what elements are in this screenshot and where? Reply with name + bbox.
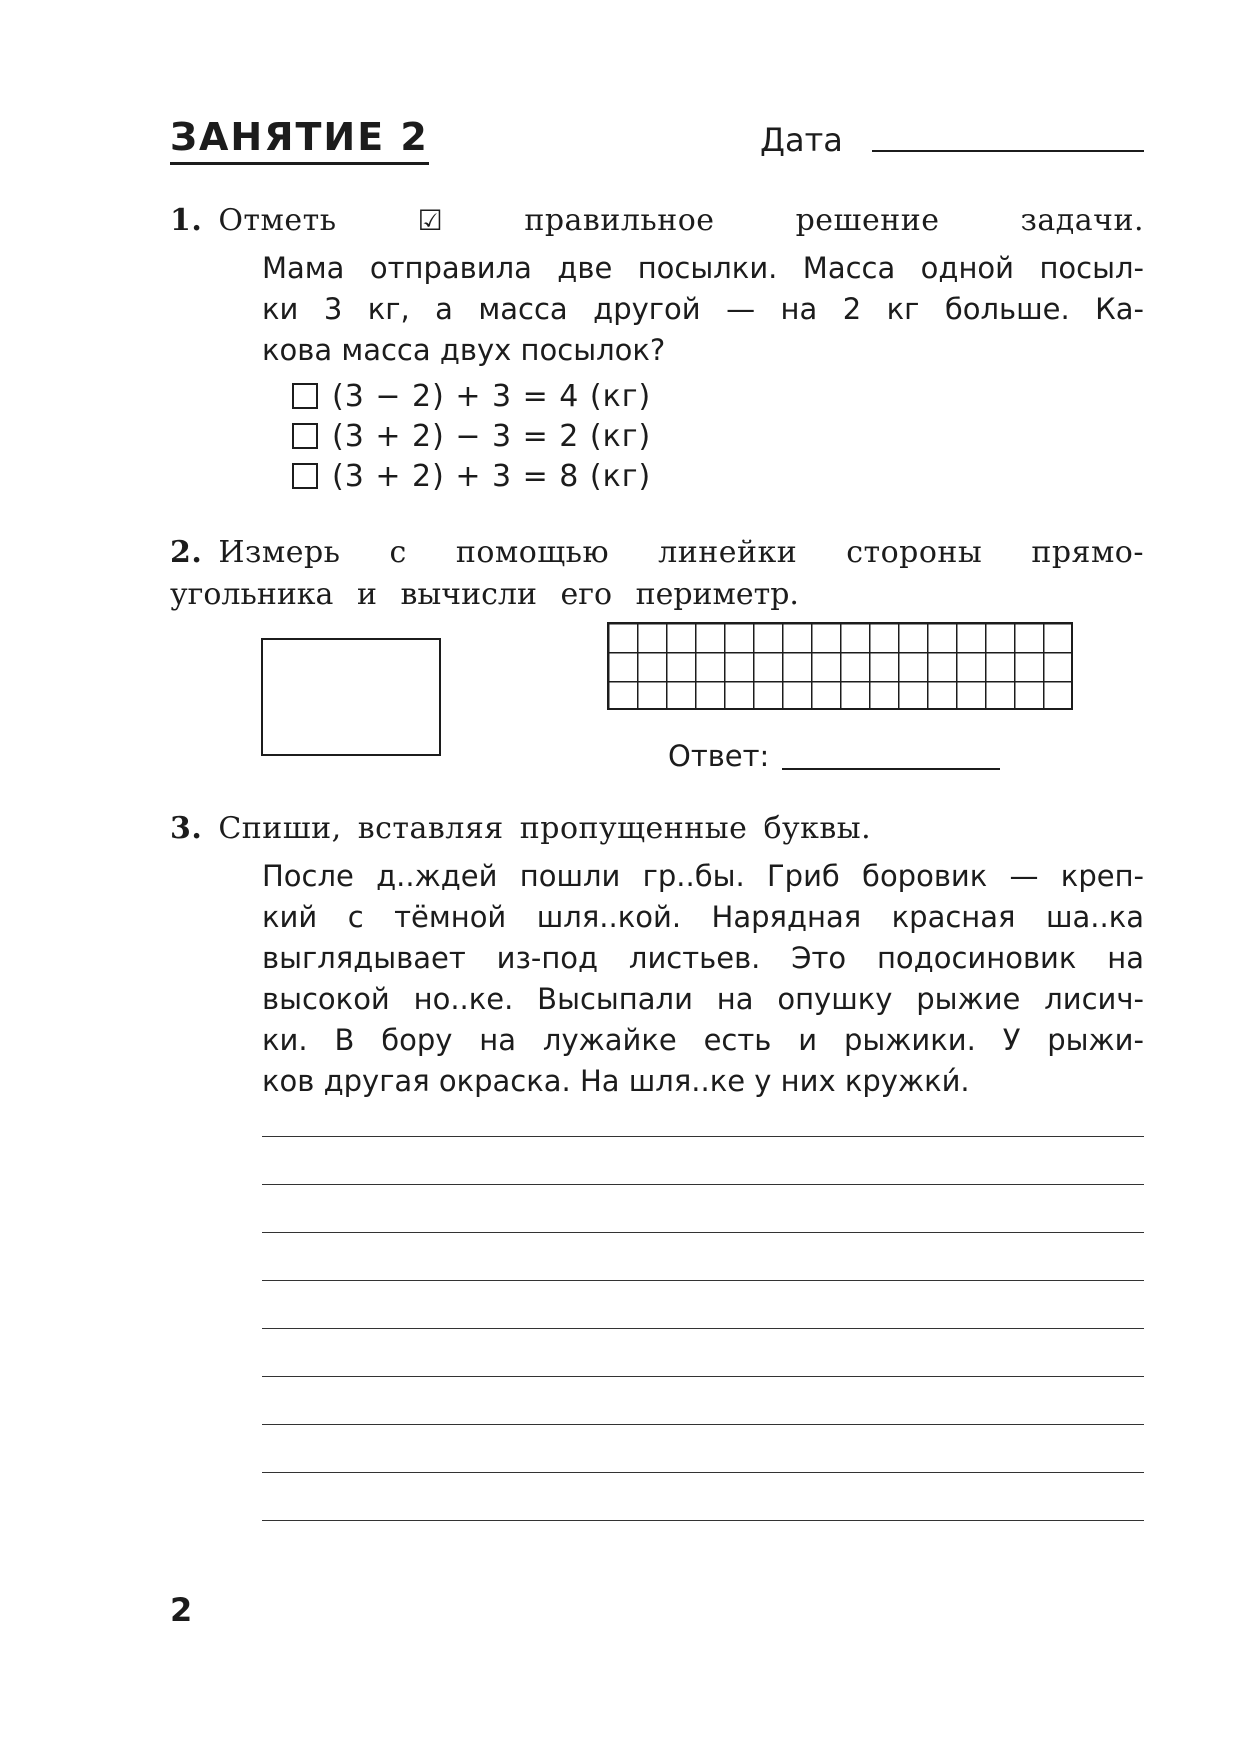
writing-line[interactable] bbox=[262, 1232, 1144, 1233]
task3-number: 3. bbox=[170, 811, 203, 846]
task1-heading bbox=[170, 200, 1144, 242]
task1-text-line: Мама отправила две посылки. Масса одной посыл- bbox=[262, 251, 1144, 285]
option-expression: (3 − 2) + 3 = 4 (кг) bbox=[332, 378, 652, 414]
writing-line[interactable] bbox=[262, 1328, 1144, 1329]
option-expression: (3 + 2) − 3 = 2 (кг) bbox=[332, 418, 652, 454]
writing-line[interactable] bbox=[262, 1424, 1144, 1425]
task1-option-2[interactable] bbox=[292, 416, 651, 456]
option-checkbox[interactable] bbox=[292, 463, 318, 489]
task1-option-3[interactable] bbox=[292, 456, 651, 496]
date-label: Дата bbox=[760, 121, 843, 159]
writing-line[interactable] bbox=[262, 1136, 1144, 1137]
writing-line[interactable] bbox=[262, 1376, 1144, 1377]
checked-box-icon: ☑ bbox=[417, 204, 444, 237]
task3-text-line: ков другая окраска. На шля..ке у них кружки́. bbox=[262, 1064, 970, 1098]
task3-heading bbox=[170, 808, 871, 850]
task3-text-line: После д..ждей пошли гр..бы. Гриб боровик — креп- bbox=[262, 859, 1144, 893]
task3-text-line: высокой но..ке. Высыпали на опушку рыжие лисич- bbox=[262, 982, 1144, 1016]
writing-line[interactable] bbox=[262, 1472, 1144, 1473]
task2-heading-line2: угольника и вычисли его периметр. bbox=[170, 577, 799, 612]
writing-line[interactable] bbox=[262, 1520, 1144, 1521]
task2-heading-line1: Измерь с помощью линейки стороны прямо- bbox=[218, 535, 1144, 570]
task1-text-line: кова масса двух посылок? bbox=[262, 333, 666, 367]
answer-label: Ответ: bbox=[668, 739, 770, 773]
task3-text-line: кий с тёмной шля..кой. Нарядная красная ша..ка bbox=[262, 900, 1144, 934]
task3-text-line: выглядывает из-под листьев. Это подосиновик на bbox=[262, 941, 1144, 975]
lesson-title: ЗАНЯТИЕ 2 bbox=[170, 118, 429, 165]
answer-input-line[interactable] bbox=[782, 768, 1000, 770]
task2-number: 2. bbox=[170, 535, 203, 570]
task3-heading-text: Спиши, вставляя пропущенные буквы. bbox=[218, 811, 872, 846]
task1-number: 1. bbox=[170, 203, 203, 238]
task1-heading-after: правильное решение задачи. bbox=[524, 203, 1144, 238]
task1-heading-before: Отметь bbox=[218, 203, 337, 238]
task3-text bbox=[262, 856, 1144, 1102]
task1-problem-text bbox=[262, 248, 1144, 371]
task1-text-line: ки 3 кг, а масса другой — на 2 кг больше. Ка- bbox=[262, 292, 1144, 326]
option-checkbox[interactable] bbox=[292, 383, 318, 409]
writing-line[interactable] bbox=[262, 1280, 1144, 1281]
answer-grid[interactable] bbox=[607, 622, 1073, 710]
option-checkbox[interactable] bbox=[292, 423, 318, 449]
task3-text-line: ки. В бору на лужайке есть и рыжики. У рыжи- bbox=[262, 1023, 1144, 1057]
rectangle-to-measure bbox=[261, 638, 441, 756]
writing-line[interactable] bbox=[262, 1184, 1144, 1185]
task2-heading bbox=[170, 532, 1144, 574]
task1-option-1[interactable] bbox=[292, 376, 651, 416]
date-input-line[interactable] bbox=[872, 150, 1144, 152]
page-number: 2 bbox=[170, 1591, 193, 1629]
option-expression: (3 + 2) + 3 = 8 (кг) bbox=[332, 458, 652, 494]
